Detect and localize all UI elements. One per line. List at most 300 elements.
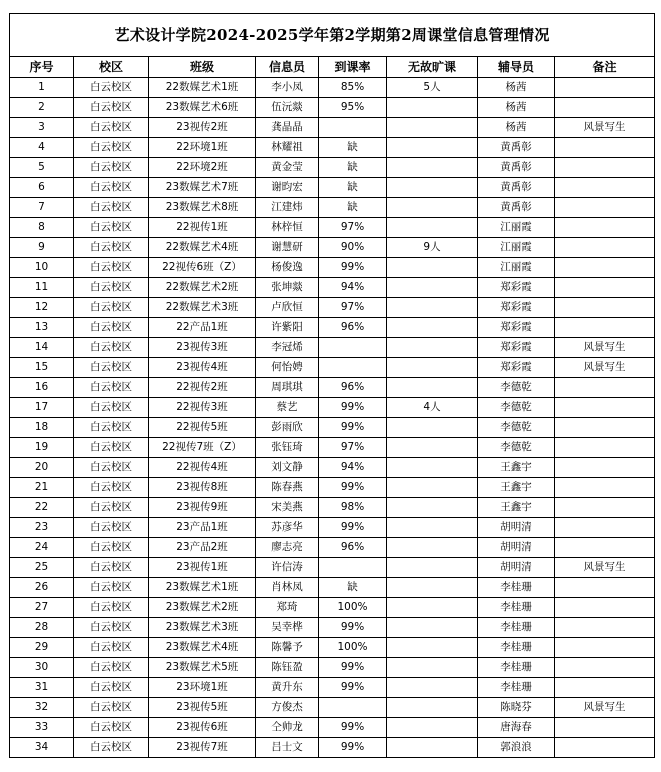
cell-informant: 林梓恒 xyxy=(256,218,319,238)
cell-campus: 白云校区 xyxy=(74,458,149,478)
cell-counselor: 郑彩霞 xyxy=(478,358,555,378)
cell-class: 23视传2班 xyxy=(149,118,256,138)
cell-class: 22视传2班 xyxy=(149,378,256,398)
cell-index: 20 xyxy=(10,458,74,478)
cell-informant: 廖志亮 xyxy=(256,538,319,558)
cell-absent: 9人 xyxy=(387,238,478,258)
cell-absent xyxy=(387,558,478,578)
table-row xyxy=(10,218,655,238)
cell-campus: 白云校区 xyxy=(74,238,149,258)
cell-remarks xyxy=(555,238,655,258)
cell-informant: 谢慧研 xyxy=(256,238,319,258)
cell-informant: 何怡娉 xyxy=(256,358,319,378)
cell-attendance-rate: 100% xyxy=(319,598,387,618)
cell-campus: 白云校区 xyxy=(74,618,149,638)
cell-campus: 白云校区 xyxy=(74,678,149,698)
cell-attendance-rate: 94% xyxy=(319,278,387,298)
cell-absent xyxy=(387,638,478,658)
cell-index: 21 xyxy=(10,478,74,498)
cell-remarks xyxy=(555,478,655,498)
cell-informant: 吕士文 xyxy=(256,738,319,758)
cell-attendance-rate xyxy=(319,558,387,578)
table-row xyxy=(10,718,655,738)
cell-counselor: 李德乾 xyxy=(478,438,555,458)
cell-index: 2 xyxy=(10,98,74,118)
cell-campus: 白云校区 xyxy=(74,478,149,498)
cell-absent xyxy=(387,258,478,278)
cell-campus: 白云校区 xyxy=(74,498,149,518)
cell-counselor: 杨茜 xyxy=(478,118,555,138)
cell-counselor: 王鑫宇 xyxy=(478,498,555,518)
col-header-absent: 无故旷课 xyxy=(387,57,478,78)
cell-absent xyxy=(387,278,478,298)
cell-absent xyxy=(387,518,478,538)
cell-absent xyxy=(387,578,478,598)
cell-remarks xyxy=(555,518,655,538)
cell-index: 5 xyxy=(10,158,74,178)
cell-campus: 白云校区 xyxy=(74,178,149,198)
cell-absent xyxy=(387,178,478,198)
sheet-title: 艺术设计学院2024-2025学年第2学期第2周课堂信息管理情况 xyxy=(10,14,655,57)
cell-counselor: 李桂珊 xyxy=(478,638,555,658)
cell-campus: 白云校区 xyxy=(74,578,149,598)
table-row xyxy=(10,518,655,538)
table-row xyxy=(10,278,655,298)
cell-campus: 白云校区 xyxy=(74,598,149,618)
cell-campus: 白云校区 xyxy=(74,378,149,398)
cell-remarks xyxy=(555,718,655,738)
cell-index: 24 xyxy=(10,538,74,558)
table-row xyxy=(10,458,655,478)
cell-index: 13 xyxy=(10,318,74,338)
cell-absent xyxy=(387,218,478,238)
cell-index: 12 xyxy=(10,298,74,318)
cell-class: 23数媒艺术6班 xyxy=(149,98,256,118)
cell-class: 22视传5班 xyxy=(149,418,256,438)
cell-informant: 谢昀宏 xyxy=(256,178,319,198)
cell-class: 22环境1班 xyxy=(149,138,256,158)
cell-index: 18 xyxy=(10,418,74,438)
cell-class: 22视传7班（Z） xyxy=(149,438,256,458)
table-row xyxy=(10,498,655,518)
cell-attendance-rate xyxy=(319,338,387,358)
col-header-counselor: 辅导员 xyxy=(478,57,555,78)
cell-attendance-rate: 缺 xyxy=(319,158,387,178)
cell-index: 3 xyxy=(10,118,74,138)
cell-campus: 白云校区 xyxy=(74,298,149,318)
table-row xyxy=(10,338,655,358)
col-header-attendance-rate: 到课率 xyxy=(319,57,387,78)
cell-class: 23数媒艺术5班 xyxy=(149,658,256,678)
cell-attendance-rate: 90% xyxy=(319,238,387,258)
cell-counselor: 王鑫宇 xyxy=(478,478,555,498)
col-header-class: 班级 xyxy=(149,57,256,78)
cell-counselor: 黄禹彰 xyxy=(478,138,555,158)
cell-class: 23环境1班 xyxy=(149,678,256,698)
cell-attendance-rate: 99% xyxy=(319,718,387,738)
cell-campus: 白云校区 xyxy=(74,398,149,418)
cell-attendance-rate: 99% xyxy=(319,738,387,758)
cell-informant: 李冠烯 xyxy=(256,338,319,358)
cell-index: 33 xyxy=(10,718,74,738)
cell-index: 30 xyxy=(10,658,74,678)
cell-counselor: 胡明清 xyxy=(478,518,555,538)
cell-informant: 郑琦 xyxy=(256,598,319,618)
cell-informant: 宋美燕 xyxy=(256,498,319,518)
cell-index: 16 xyxy=(10,378,74,398)
cell-counselor: 杨茜 xyxy=(478,78,555,98)
cell-absent xyxy=(387,438,478,458)
cell-index: 15 xyxy=(10,358,74,378)
cell-index: 14 xyxy=(10,338,74,358)
cell-counselor: 杨茜 xyxy=(478,98,555,118)
cell-absent xyxy=(387,478,478,498)
cell-class: 23数媒艺术4班 xyxy=(149,638,256,658)
cell-informant: 龚晶晶 xyxy=(256,118,319,138)
cell-remarks xyxy=(555,738,655,758)
cell-index: 19 xyxy=(10,438,74,458)
cell-class: 23视传3班 xyxy=(149,338,256,358)
cell-absent xyxy=(387,698,478,718)
cell-class: 23数媒艺术2班 xyxy=(149,598,256,618)
cell-campus: 白云校区 xyxy=(74,278,149,298)
cell-informant: 吴幸桦 xyxy=(256,618,319,638)
cell-remarks: 风景写生 xyxy=(555,558,655,578)
table-row xyxy=(10,158,655,178)
cell-index: 7 xyxy=(10,198,74,218)
cell-remarks xyxy=(555,618,655,638)
cell-index: 1 xyxy=(10,78,74,98)
table-row xyxy=(10,238,655,258)
cell-index: 32 xyxy=(10,698,74,718)
cell-class: 22数媒艺术1班 xyxy=(149,78,256,98)
cell-attendance-rate: 99% xyxy=(319,418,387,438)
cell-class: 22数媒艺术3班 xyxy=(149,298,256,318)
table-row xyxy=(10,738,655,758)
cell-index: 23 xyxy=(10,518,74,538)
table-row xyxy=(10,618,655,638)
cell-class: 23数媒艺术1班 xyxy=(149,578,256,598)
cell-campus: 白云校区 xyxy=(74,338,149,358)
cell-attendance-rate: 85% xyxy=(319,78,387,98)
cell-informant: 张坤燚 xyxy=(256,278,319,298)
cell-informant: 陈钰盈 xyxy=(256,658,319,678)
cell-counselor: 黄禹彰 xyxy=(478,158,555,178)
table-row xyxy=(10,598,655,618)
cell-attendance-rate: 96% xyxy=(319,538,387,558)
table-row xyxy=(10,658,655,678)
cell-remarks xyxy=(555,318,655,338)
cell-counselor: 胡明清 xyxy=(478,558,555,578)
cell-attendance-rate: 98% xyxy=(319,498,387,518)
table-row xyxy=(10,98,655,118)
cell-remarks: 风景写生 xyxy=(555,698,655,718)
table-row xyxy=(10,558,655,578)
table-row xyxy=(10,418,655,438)
cell-absent xyxy=(387,118,478,138)
cell-absent xyxy=(387,378,478,398)
cell-campus: 白云校区 xyxy=(74,258,149,278)
cell-remarks xyxy=(555,398,655,418)
cell-remarks xyxy=(555,198,655,218)
cell-remarks xyxy=(555,498,655,518)
cell-informant: 卢欣恒 xyxy=(256,298,319,318)
cell-campus: 白云校区 xyxy=(74,158,149,178)
table-row xyxy=(10,198,655,218)
cell-class: 22视传6班（Z） xyxy=(149,258,256,278)
cell-informant: 方俊杰 xyxy=(256,698,319,718)
cell-counselor: 黄禹彰 xyxy=(478,178,555,198)
cell-attendance-rate: 97% xyxy=(319,218,387,238)
cell-index: 6 xyxy=(10,178,74,198)
cell-class: 23视传6班 xyxy=(149,718,256,738)
table-row xyxy=(10,378,655,398)
table-row xyxy=(10,578,655,598)
table-row xyxy=(10,698,655,718)
cell-campus: 白云校区 xyxy=(74,518,149,538)
cell-class: 22环境2班 xyxy=(149,158,256,178)
cell-informant: 陈馨予 xyxy=(256,638,319,658)
table-row xyxy=(10,138,655,158)
cell-campus: 白云校区 xyxy=(74,438,149,458)
cell-counselor: 李德乾 xyxy=(478,418,555,438)
cell-informant: 彭雨欣 xyxy=(256,418,319,438)
cell-informant: 黄升东 xyxy=(256,678,319,698)
cell-absent xyxy=(387,458,478,478)
cell-class: 23视传9班 xyxy=(149,498,256,518)
cell-remarks xyxy=(555,458,655,478)
cell-counselor: 江丽霞 xyxy=(478,218,555,238)
cell-campus: 白云校区 xyxy=(74,718,149,738)
cell-class: 23视传5班 xyxy=(149,698,256,718)
cell-remarks xyxy=(555,678,655,698)
cell-attendance-rate: 99% xyxy=(319,618,387,638)
cell-remarks: 风景写生 xyxy=(555,358,655,378)
cell-index: 31 xyxy=(10,678,74,698)
table-row xyxy=(10,638,655,658)
cell-informant: 苏彦华 xyxy=(256,518,319,538)
cell-campus: 白云校区 xyxy=(74,738,149,758)
cell-counselor: 江丽霞 xyxy=(478,238,555,258)
cell-attendance-rate: 97% xyxy=(319,438,387,458)
cell-class: 23数媒艺术8班 xyxy=(149,198,256,218)
cell-index: 26 xyxy=(10,578,74,598)
cell-attendance-rate: 96% xyxy=(319,378,387,398)
cell-campus: 白云校区 xyxy=(74,198,149,218)
cell-absent xyxy=(387,298,478,318)
cell-counselor: 郑彩霞 xyxy=(478,298,555,318)
cell-remarks xyxy=(555,298,655,318)
table-row xyxy=(10,438,655,458)
cell-remarks xyxy=(555,218,655,238)
cell-remarks xyxy=(555,658,655,678)
attendance-table xyxy=(9,13,655,758)
cell-informant: 李小凤 xyxy=(256,78,319,98)
cell-index: 11 xyxy=(10,278,74,298)
table-row xyxy=(10,178,655,198)
col-header-informant: 信息员 xyxy=(256,57,319,78)
cell-class: 23视传8班 xyxy=(149,478,256,498)
cell-index: 8 xyxy=(10,218,74,238)
cell-attendance-rate: 99% xyxy=(319,658,387,678)
cell-class: 22视传1班 xyxy=(149,218,256,238)
table-row xyxy=(10,538,655,558)
cell-counselor: 郑彩霞 xyxy=(478,338,555,358)
cell-attendance-rate: 缺 xyxy=(319,138,387,158)
table-row xyxy=(10,258,655,278)
cell-attendance-rate: 99% xyxy=(319,258,387,278)
cell-class: 23产品1班 xyxy=(149,518,256,538)
cell-informant: 仝帅龙 xyxy=(256,718,319,738)
cell-campus: 白云校区 xyxy=(74,418,149,438)
col-header-remarks: 备注 xyxy=(555,57,655,78)
cell-absent xyxy=(387,138,478,158)
table-row xyxy=(10,358,655,378)
cell-index: 27 xyxy=(10,598,74,618)
cell-informant: 杨俊逸 xyxy=(256,258,319,278)
cell-counselor: 黄禹彰 xyxy=(478,198,555,218)
cell-index: 22 xyxy=(10,498,74,518)
cell-attendance-rate: 99% xyxy=(319,518,387,538)
attendance-sheet xyxy=(9,13,654,758)
table-row xyxy=(10,78,655,98)
cell-class: 23视传1班 xyxy=(149,558,256,578)
cell-absent xyxy=(387,538,478,558)
cell-absent xyxy=(387,618,478,638)
cell-class: 23数媒艺术7班 xyxy=(149,178,256,198)
cell-attendance-rate: 96% xyxy=(319,318,387,338)
cell-counselor: 唐海春 xyxy=(478,718,555,738)
cell-absent: 5人 xyxy=(387,78,478,98)
cell-absent xyxy=(387,318,478,338)
table-row xyxy=(10,298,655,318)
cell-absent xyxy=(387,598,478,618)
cell-index: 28 xyxy=(10,618,74,638)
cell-attendance-rate xyxy=(319,358,387,378)
cell-counselor: 李德乾 xyxy=(478,378,555,398)
cell-remarks xyxy=(555,538,655,558)
cell-counselor: 郭浪浪 xyxy=(478,738,555,758)
table-row xyxy=(10,398,655,418)
cell-absent xyxy=(387,498,478,518)
cell-remarks: 风景写生 xyxy=(555,338,655,358)
cell-campus: 白云校区 xyxy=(74,118,149,138)
cell-remarks xyxy=(555,138,655,158)
cell-counselor: 郑彩霞 xyxy=(478,318,555,338)
cell-class: 23视传7班 xyxy=(149,738,256,758)
cell-class: 22视传3班 xyxy=(149,398,256,418)
cell-remarks xyxy=(555,418,655,438)
cell-counselor: 李桂珊 xyxy=(478,578,555,598)
cell-informant: 黄金莹 xyxy=(256,158,319,178)
cell-remarks xyxy=(555,158,655,178)
table-row xyxy=(10,478,655,498)
table-row xyxy=(10,118,655,138)
table-row xyxy=(10,678,655,698)
cell-counselor: 胡明清 xyxy=(478,538,555,558)
cell-attendance-rate xyxy=(319,698,387,718)
cell-class: 22数媒艺术4班 xyxy=(149,238,256,258)
cell-class: 23数媒艺术3班 xyxy=(149,618,256,638)
cell-informant: 林耀祖 xyxy=(256,138,319,158)
cell-absent: 4人 xyxy=(387,398,478,418)
cell-counselor: 江丽霞 xyxy=(478,258,555,278)
col-header-campus: 校区 xyxy=(74,57,149,78)
cell-informant: 伍沅燚 xyxy=(256,98,319,118)
cell-index: 9 xyxy=(10,238,74,258)
cell-attendance-rate: 缺 xyxy=(319,198,387,218)
cell-informant: 蔡艺 xyxy=(256,398,319,418)
cell-campus: 白云校区 xyxy=(74,538,149,558)
cell-attendance-rate: 99% xyxy=(319,478,387,498)
cell-remarks xyxy=(555,438,655,458)
cell-class: 23视传4班 xyxy=(149,358,256,378)
cell-counselor: 郑彩霞 xyxy=(478,278,555,298)
cell-absent xyxy=(387,738,478,758)
cell-absent xyxy=(387,418,478,438)
cell-absent xyxy=(387,678,478,698)
cell-remarks xyxy=(555,98,655,118)
cell-informant: 张钰琦 xyxy=(256,438,319,458)
cell-counselor: 李德乾 xyxy=(478,398,555,418)
cell-remarks xyxy=(555,258,655,278)
cell-attendance-rate: 97% xyxy=(319,298,387,318)
cell-counselor: 陈晓芬 xyxy=(478,698,555,718)
cell-remarks xyxy=(555,178,655,198)
cell-class: 22视传4班 xyxy=(149,458,256,478)
cell-index: 4 xyxy=(10,138,74,158)
cell-index: 34 xyxy=(10,738,74,758)
cell-counselor: 王鑫宇 xyxy=(478,458,555,478)
cell-absent xyxy=(387,658,478,678)
cell-absent xyxy=(387,718,478,738)
cell-campus: 白云校区 xyxy=(74,698,149,718)
cell-attendance-rate xyxy=(319,118,387,138)
cell-informant: 周琪琪 xyxy=(256,378,319,398)
cell-remarks xyxy=(555,378,655,398)
cell-remarks xyxy=(555,638,655,658)
cell-attendance-rate: 99% xyxy=(319,678,387,698)
cell-class: 22产品1班 xyxy=(149,318,256,338)
table-row xyxy=(10,318,655,338)
cell-absent xyxy=(387,158,478,178)
cell-attendance-rate: 缺 xyxy=(319,578,387,598)
cell-absent xyxy=(387,98,478,118)
cell-attendance-rate: 99% xyxy=(319,398,387,418)
cell-campus: 白云校区 xyxy=(74,78,149,98)
cell-campus: 白云校区 xyxy=(74,558,149,578)
cell-counselor: 李桂珊 xyxy=(478,618,555,638)
cell-index: 17 xyxy=(10,398,74,418)
cell-campus: 白云校区 xyxy=(74,138,149,158)
cell-informant: 许紫阳 xyxy=(256,318,319,338)
cell-remarks xyxy=(555,578,655,598)
cell-counselor: 李桂珊 xyxy=(478,658,555,678)
cell-campus: 白云校区 xyxy=(74,318,149,338)
cell-campus: 白云校区 xyxy=(74,638,149,658)
cell-informant: 陈春燕 xyxy=(256,478,319,498)
cell-absent xyxy=(387,358,478,378)
cell-campus: 白云校区 xyxy=(74,358,149,378)
cell-informant: 刘文静 xyxy=(256,458,319,478)
cell-informant: 肖林凤 xyxy=(256,578,319,598)
cell-remarks: 风景写生 xyxy=(555,118,655,138)
cell-attendance-rate: 95% xyxy=(319,98,387,118)
col-header-index: 序号 xyxy=(10,57,74,78)
cell-campus: 白云校区 xyxy=(74,658,149,678)
cell-remarks xyxy=(555,78,655,98)
cell-index: 10 xyxy=(10,258,74,278)
